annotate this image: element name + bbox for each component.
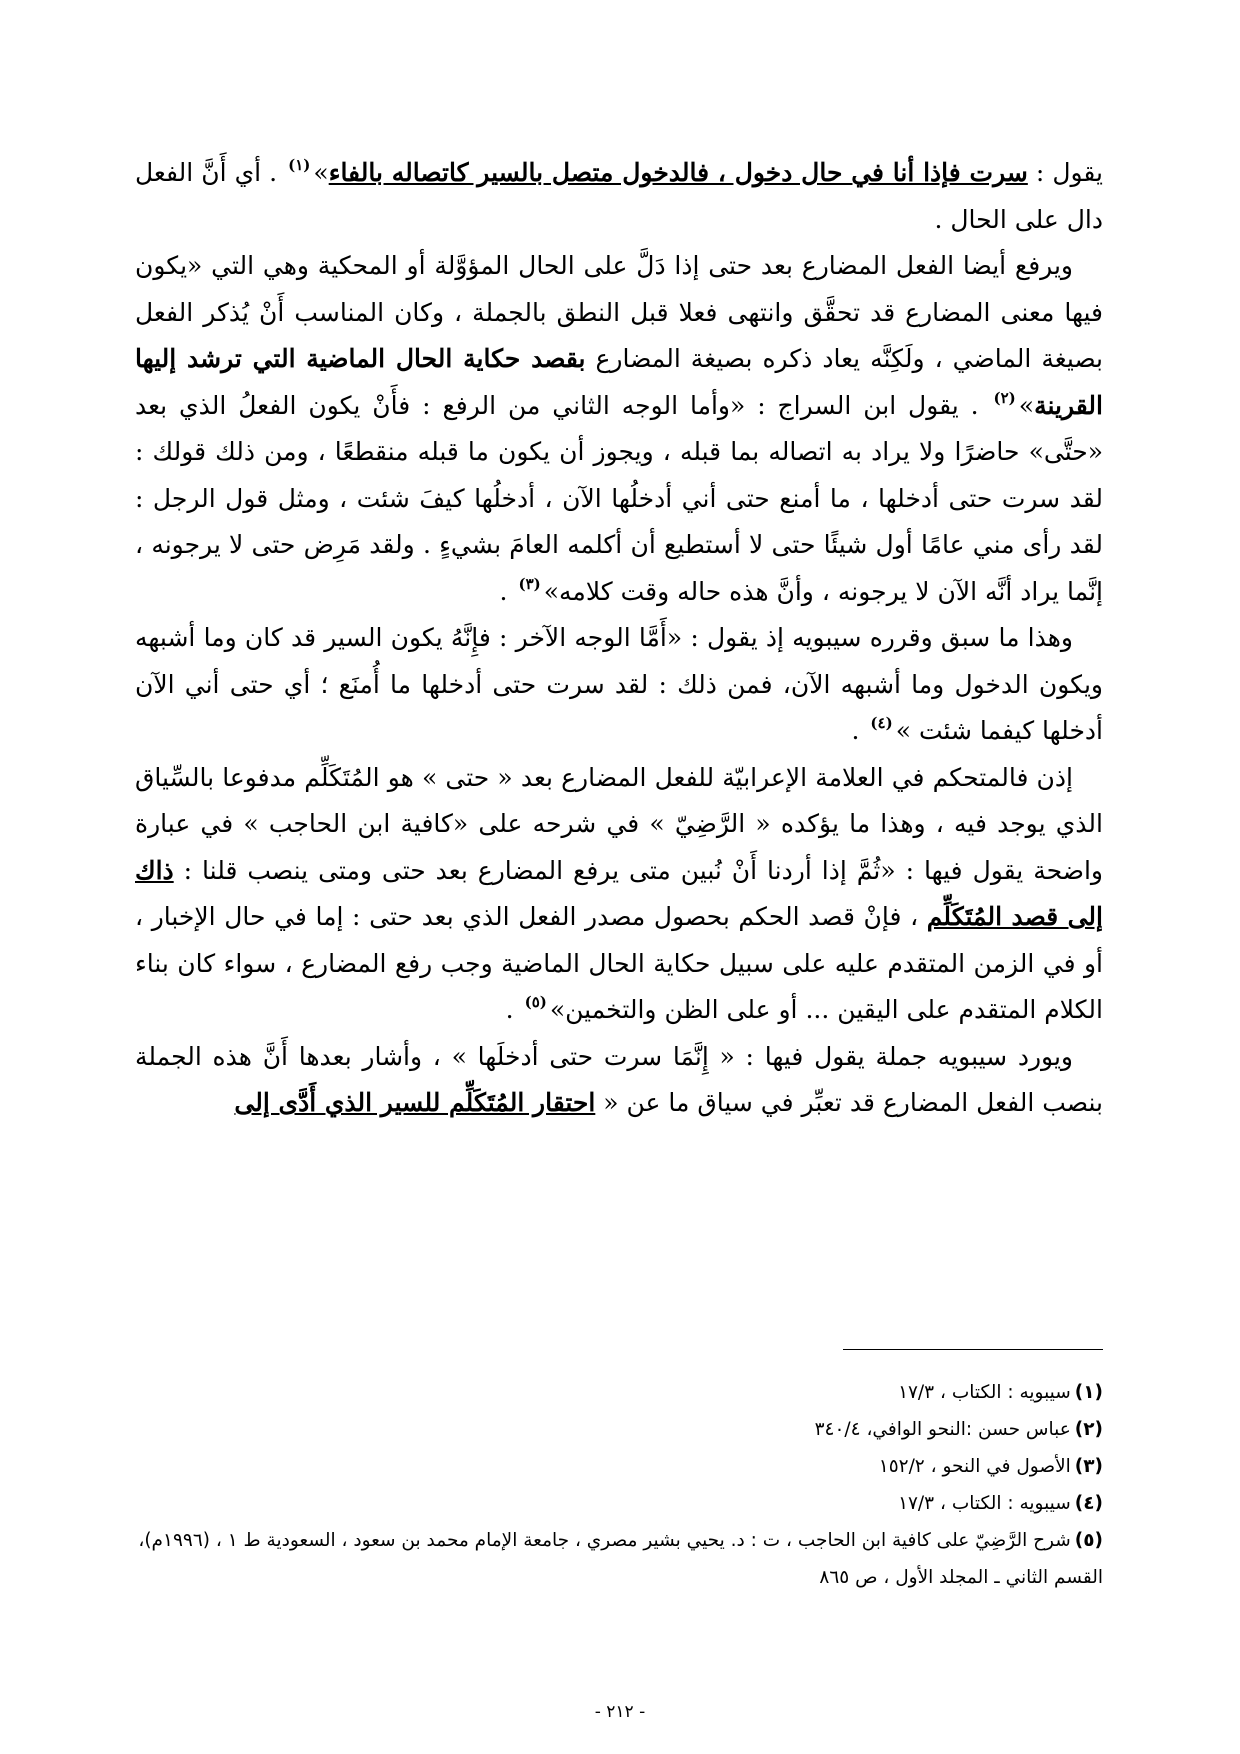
footnote-ref-3[interactable]: (٣) (518, 574, 541, 593)
paragraph-4: إذن فالمتحكم في العلامة الإعرابيّة للفعل المضارع بعد « حتى » هو المُتَكَلِّم مدفوعا بالسِّياق الذي يوجد فيه ، وهذا ما يؤكده « الرَّضِيّ » في شرحه على «كافية ابن الحاجب » في عبارة واضحة يقول فيها : «ثُمَّ إذا أردنا أَنْ نُبين متى يرفع المضارع بعد حتى ومتى ينصب قلنا : ذاك إلى قصد المُتَكَلِّم ، فإنْ قصد الحكم بحصول مصدر الفعل الذي بعد حتى : إما في حال الإخبار ، أو في الزمن المتقدم عليه على سبيل حكاية الحال الماضية وجب رفع المضارع ، سواء كان بناء الكلام المتقدم على اليقين ... أو على الظن والتخمين»$^{(٥)}$ . (135, 762, 1103, 1024)
footnote-4: (٤)سيبويه : الكتاب ، ١٧/٣ (898, 1493, 1103, 1514)
footnote-2: (٢)عباس حسن :النحو الوافي، ٣٤٠/٤ (814, 1419, 1103, 1440)
paragraph-3: وهذا ما سبق وقرره سيبويه إذ يقول : «أَمَّا الوجه الآخر : فإِنَّهُ يكون السير قد كان وما أشبهه ويكون الدخول وما أشبهه الآن، فمن ذلك : لقد سرت حتى أدخلها ما أُمنَع ؛ أي حتى أني الآن أدخلها كيفما شئت »$^{(٤)}$ . (135, 623, 1103, 745)
footnote-ref-1[interactable]: (١) (288, 156, 311, 174)
underlined-phrase-2: احتقار المُتَكَلِّم للسير الذي أَدَّى إلى (234, 1088, 596, 1117)
main-text (135, 150, 1103, 1127)
footnote-5: (٥)شرح الرَّضِيّ على كافية ابن الحاجب ، ت : د. يحيي بشير مصري ، جامعة الإمام محمد بن سعود ، السعودية ط ١ ، (١٩٩٦م)، القسم الثاني ـ المجلد الأول ، ص ٨٦٥ (138, 1530, 1103, 1588)
footnote-ref-2[interactable]: (٢) (993, 388, 1016, 407)
paragraph-5: ويورد سيبويه جملة يقول فيها : « إِنَّمَا سرت حتى أدخلَها » ، وأشار بعدها أَنَّ هذه الجملة بنصب الفعل المضارع قد تعبِّر في سياق ما عن « احتقار المُتَكَلِّم للسير الذي أَدَّى إلى (135, 1041, 1103, 1117)
paragraph-1: يقول : سرت فإذا أنا في حال دخول ، فالدخول متصل بالسير كاتصاله بالفاء»$^{(١)}$ . أي أَنَّ الفعل دال على الحال . (135, 156, 1104, 234)
footnote-3: (٣)الأصول في النحو ، ١٥٢/٢ (878, 1456, 1103, 1477)
footnote-1: (١)سيبويه : الكتاب ، ١٧/٣ (898, 1382, 1103, 1403)
footnote-separator (843, 1349, 1103, 1350)
footnote-ref-4[interactable]: (٤) (870, 714, 893, 732)
page-number: - ٢١٢ - (594, 1702, 646, 1722)
paragraph-2: ويرفع أيضا الفعل المضارع بعد حتى إذا دَلَّ على الحال المؤوَّلة أو المحكية وهي التي «يكون فيها معنى المضارع قد تحقَّق وانتهى فعلا قبل النطق بالجملة ، وكان المناسب أَنْ يُذكر الفعل بصيغة الماضي ، ولَكِنَّه يعاد ذكره بصيغة المضارع بقصد حكاية الحال الماضية التي ترشد إليها القرينة»$^{(٢)}$ . يقول ابن السراج : «وأما الوجه الثاني من الرفع : فأَنْ يكون الفعلُ الذي بعد «حتَّى» حاضرًا ولا يراد به اتصاله بما قبله ، ويجوز أن يكون ما قبله منقطعًا ، ومن ذلك قولك : لقد سرت حتى أدخلها ، ما أمنع حتى أني أدخلُها الآن ، أدخلُها كيفَ شئت ، ومثل قول الرجل : لقد رأى مني عامًا أول شيئًا حتى لا أستطيع أن أكلمه العامَ بشيءٍ . ولقد مَرِض حتى لا يرجونه ، إنَّما يراد أنَّه الآن لا يرجونه ، وأنَّ هذه حاله وقت كلامه»$^{(٣)}$ . (135, 251, 1104, 606)
bold-phrase: بقصد حكاية الحال الماضية التي ترشد إليها القرينة (135, 344, 1103, 420)
underlined-phrase: ذاك إلى قصد المُتَكَلِّم (135, 855, 1103, 931)
footnotes (135, 1374, 1103, 1596)
underlined-quote: سرت فإذا أنا في حال دخول ، فالدخول متصل بالسير كاتصاله بالفاء (328, 158, 1028, 187)
footnote-ref-5[interactable]: (٥) (524, 993, 547, 1011)
